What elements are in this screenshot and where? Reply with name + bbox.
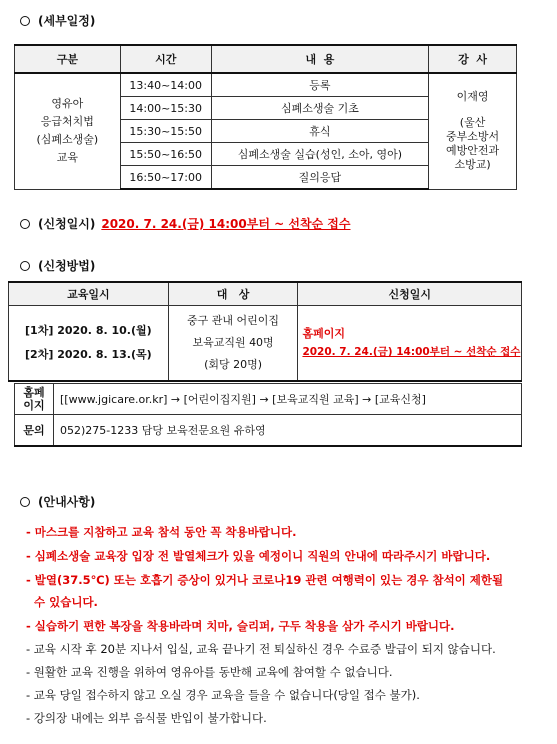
notice-item: - 원활한 교육 진행을 위하여 영유아를 동반해 교육에 참여할 수 없습니다. bbox=[26, 665, 393, 679]
content-cell: 질의응답 bbox=[211, 166, 428, 190]
time-cell: 15:50~16:50 bbox=[120, 143, 211, 166]
contact-label: 문의 bbox=[15, 415, 54, 447]
notice-item: - 교육 시작 후 20분 지나서 입실, 교육 끝나기 전 퇴실하신 경우 수료증 발급이 되지 않습니다. bbox=[26, 642, 496, 656]
extra-info-table bbox=[14, 383, 522, 447]
time-cell: 15:30~15:50 bbox=[120, 120, 211, 143]
time-cell: 16:50~17:00 bbox=[120, 166, 211, 190]
apply-site: 홈페이지 bbox=[302, 327, 345, 340]
circle-bullet-icon bbox=[20, 497, 30, 507]
notice-item: - 강의장 내에는 외부 음식물 반입이 불가합니다. bbox=[26, 711, 267, 725]
notice-title: (안내사항) bbox=[38, 495, 96, 509]
notice-item: - 교육 당일 접수하지 않고 오실 경우 교육을 들을 수 없습니다(당일 접수 불가). bbox=[26, 688, 420, 702]
header-time: 시간 bbox=[120, 45, 211, 73]
apply-date-value: 2020. 7. 24.(금) 14:00부터 ~ 선착순 접수 bbox=[101, 217, 351, 231]
notice-item: - 심폐소생술 교육장 입장 전 발열체크가 있을 예정이니 직원의 안내에 따라주시기 바랍니다. bbox=[26, 549, 491, 563]
schedule-title: (세부일정) bbox=[38, 14, 96, 28]
notice-item: 수 있습니다. bbox=[26, 595, 98, 609]
homepage-label: 홈페 이지 bbox=[15, 384, 54, 415]
notice-item: - 실습하기 편한 복장을 착용바라며 치마, 슬리퍼, 구두 착용을 삼가 주시기 바랍니다. bbox=[26, 619, 455, 633]
edu-dates-cell: [1차] 2020. 8. 10.(월) [2차] 2020. 8. 13.(목) bbox=[9, 306, 169, 382]
time-cell: 13:40~14:00 bbox=[120, 73, 211, 97]
header-apply-date: 신청일시 bbox=[298, 282, 522, 306]
time-cell: 14:00~15:30 bbox=[120, 97, 211, 120]
apply-time: 2020. 7. 24.(금) 14:00부터 ~ 선착순 접수 bbox=[302, 346, 521, 358]
circle-bullet-icon bbox=[20, 16, 30, 26]
notice-item: - 발열(37.5℃) 또는 호흡기 증상이 있거나 코로나19 관련 여행력이 있는 경우 참석이 제한될 bbox=[26, 573, 504, 587]
contact-value: 052)275-1233 담당 보육전문요원 유하영 bbox=[54, 415, 522, 447]
content-cell: 심폐소생술 실습(성인, 소아, 영아) bbox=[211, 143, 428, 166]
apply-date-title: (신청일시) bbox=[38, 217, 96, 231]
circle-bullet-icon bbox=[20, 261, 30, 271]
apply-method-title: (신청방법) bbox=[38, 259, 96, 273]
schedule-section-title bbox=[20, 12, 95, 29]
schedule-table bbox=[14, 44, 517, 190]
header-edu-date: 교육일시 bbox=[9, 282, 169, 306]
header-category: 구분 bbox=[15, 45, 121, 73]
header-content: 내 용 bbox=[211, 45, 428, 73]
target-cell: 중구 관내 어린이집 보육교직원 40명 (회당 20명) bbox=[168, 306, 298, 382]
content-cell: 휴식 bbox=[211, 120, 428, 143]
apply-method-section bbox=[20, 257, 95, 274]
header-instructor: 강 사 bbox=[429, 45, 517, 73]
content-cell: 심폐소생술 기초 bbox=[211, 97, 428, 120]
notice-item: - 마스크를 지참하고 교육 참석 동안 꼭 착용바랍니다. bbox=[26, 525, 297, 539]
enroll-table bbox=[8, 281, 522, 382]
apply-date-section bbox=[20, 215, 351, 232]
circle-bullet-icon bbox=[20, 219, 30, 229]
apply-cell bbox=[298, 306, 522, 382]
notice-section bbox=[20, 493, 95, 510]
homepage-path: [[www.jgicare.or.kr] → [어린이집지원] → [보육교직원 교육] → [교육신청] bbox=[54, 384, 522, 415]
category-cell: 영유아 응급처치법 (심폐소생술) 교육 bbox=[15, 73, 121, 189]
header-target: 대 상 bbox=[168, 282, 298, 306]
instructor-cell: 이재영 (울산 중부소방서 예방안전과 소방교) bbox=[429, 73, 517, 189]
content-cell: 등록 bbox=[211, 73, 428, 97]
